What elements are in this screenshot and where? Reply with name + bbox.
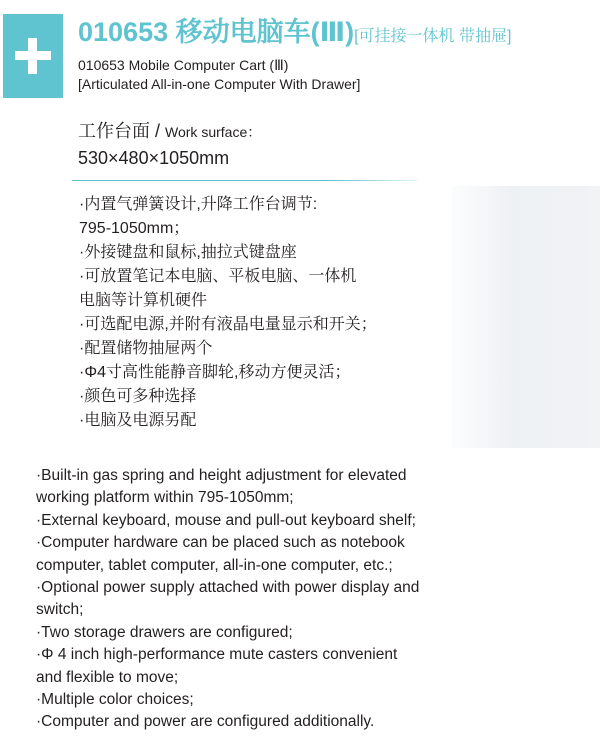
feature-cn-item: ·Φ4寸高性能静音脚轮,移动方便灵活； (79, 364, 351, 381)
feature-cn-item: ·外接键盘和鼠标,抽拉式键盘座 (79, 244, 297, 261)
work-surface-label-cn: 工作台面 / (78, 121, 166, 141)
work-surface-label (78, 119, 261, 144)
product-subtitle: 010653 Mobile Computer Cart (Ⅲ) (78, 57, 289, 73)
product-title-sub: [可挂接一体机 带抽屉] (354, 28, 512, 45)
feature-cn-item: 795-1050mm； (79, 220, 190, 237)
feature-en-item: ·Two storage drawers are configured; (36, 623, 293, 641)
product-image-placeholder (452, 186, 600, 448)
feature-en-item: ·Φ 4 inch high-performance mute casters convenient (36, 646, 398, 664)
feature-en-item: switch; (36, 601, 84, 619)
feature-en-item: ·Built-in gas spring and height adjustment for elevated (36, 467, 407, 484)
feature-cn-item: 电脑等计算机硬件 (79, 292, 208, 309)
feature-en-item: working platform within 795-1050mm; (36, 489, 294, 507)
features-cn-list (79, 193, 377, 433)
feature-en-item: ·Multiple color choices; (36, 691, 194, 709)
features-en-list (36, 465, 419, 734)
product-title (78, 16, 511, 53)
feature-en-item: computer, tablet computer, all-in-one computer, etc.; (36, 556, 393, 574)
feature-en-item: ·Computer and power are configured additionally. (36, 713, 375, 731)
feature-cn-item: ·电脑及电源另配 (79, 412, 197, 429)
product-title-main: 010653 移动电脑车(Ⅲ) (78, 17, 355, 47)
plus-icon-vertical-bar (28, 38, 37, 74)
feature-en-item: ·Computer hardware can be placed such as notebook (36, 534, 405, 552)
plus-icon (3, 14, 63, 98)
section-divider (72, 180, 417, 181)
work-surface-value: 530×480×1050mm (78, 148, 230, 168)
feature-en-item: and flexible to move; (36, 668, 179, 686)
feature-en-item: ·External keyboard, mouse and pull-out keyboard shelf; (36, 511, 416, 529)
feature-cn-item: ·配置储物抽屉两个 (79, 340, 213, 357)
feature-cn-item: ·可放置笔记本电脑、平板电脑、一体机 (79, 268, 357, 285)
work-surface-label-en: Work surface： (165, 124, 262, 140)
feature-cn-item: ·内置气弹簧设计,升降工作台调节: (79, 196, 318, 213)
feature-cn-item: ·颜色可多种选择 (79, 388, 197, 405)
product-subtitle-en: [Articulated All-in-one Computer With Drawer] (78, 76, 361, 92)
feature-cn-item: ·可选配电源,并附有液晶电量显示和开关； (79, 316, 377, 333)
feature-en-item: ·Optional power supply attached with power display and (36, 579, 420, 597)
